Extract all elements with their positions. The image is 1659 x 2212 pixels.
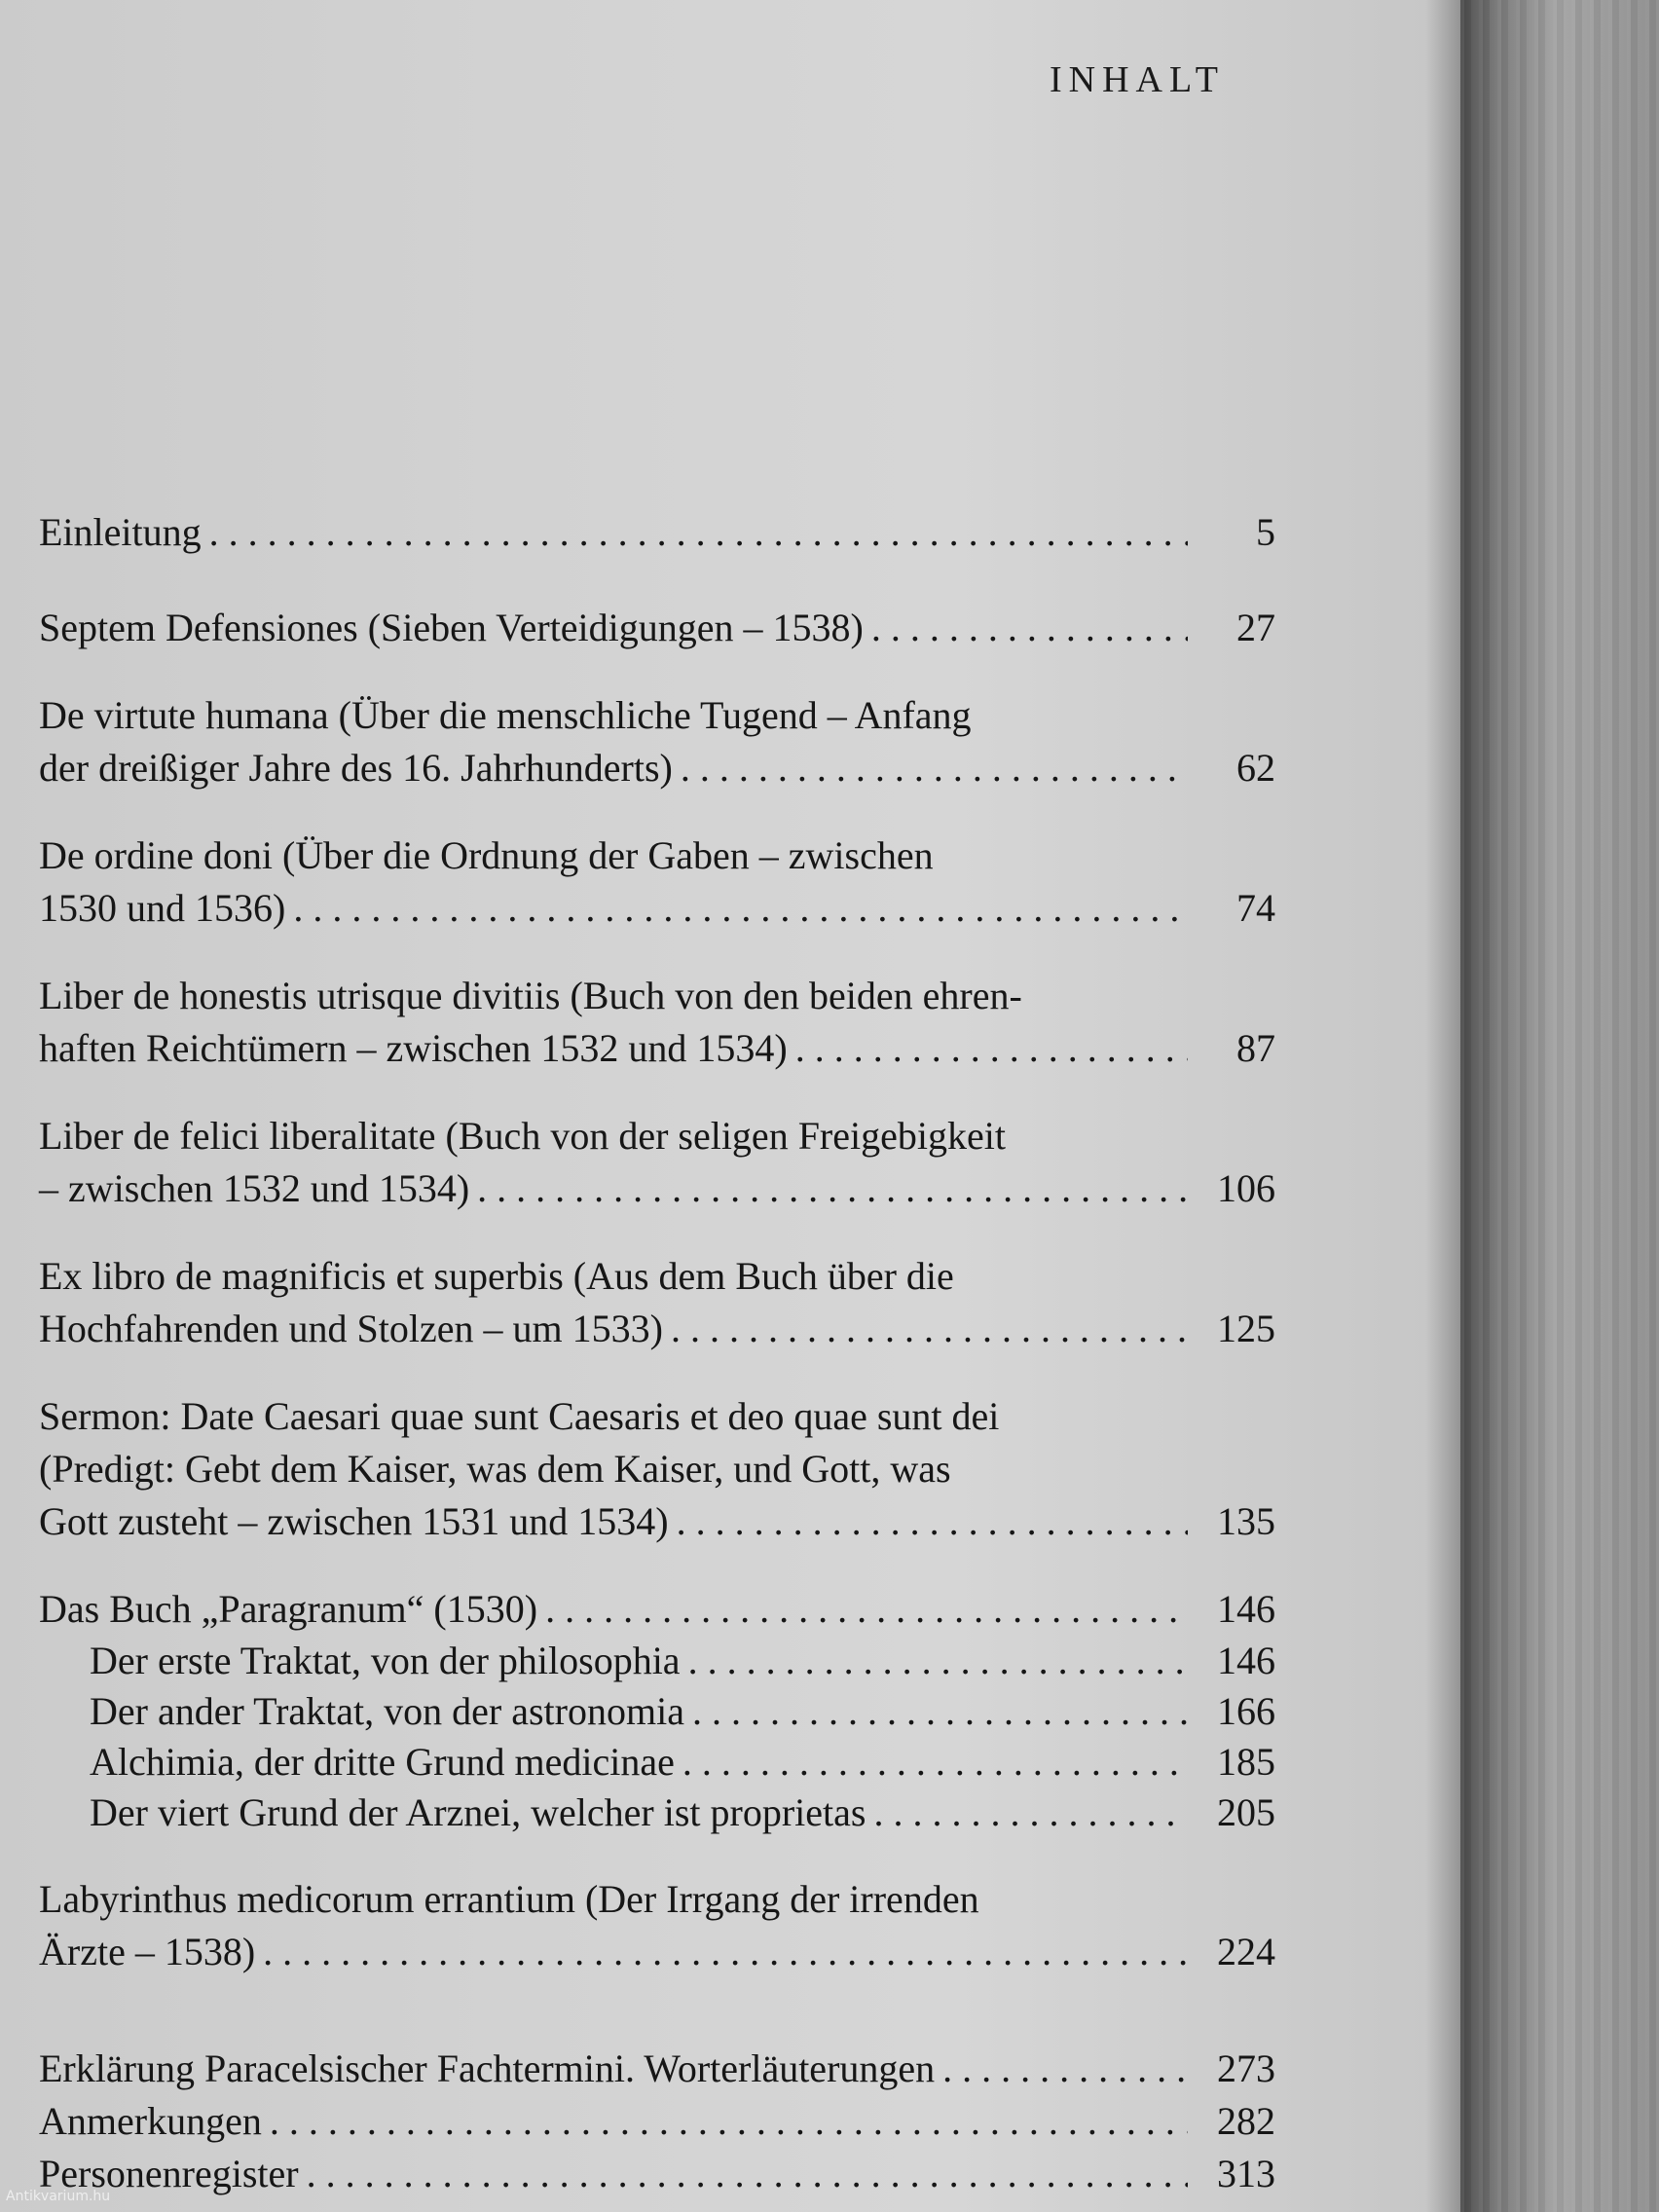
toc-entry-labyrinthus: [39, 1873, 1275, 1978]
dot-leader: [935, 2043, 1188, 2095]
dot-leader: [285, 882, 1188, 935]
toc-line: [39, 742, 1275, 794]
toc-line: [39, 602, 1275, 654]
toc-line: [39, 1022, 1275, 1075]
toc-entry-title: De virtute humana (Über die menschliche Tugend – Anfang: [39, 693, 972, 737]
table-of-contents: [39, 506, 1275, 2200]
toc-page-number: 205: [1217, 1790, 1275, 1834]
toc-entry-title: Das Buch „Paragranum“ (1530): [39, 1587, 538, 1631]
toc-entry-liber-de-honestis: [39, 970, 1275, 1075]
toc-entry-title: Labyrinthus medicorum errantium (Der Irrgang der irrenden: [39, 1877, 979, 1921]
toc-entry-erklaerung: [39, 2043, 1275, 2095]
toc-line: [39, 1443, 1275, 1495]
toc-entry-title-continued: haften Reichtümern – zwischen 1532 und 1534): [39, 1026, 788, 1070]
toc-line: [39, 970, 1275, 1022]
toc-entry-ex-libro: [39, 1250, 1275, 1355]
toc-entry-personenregister: [39, 2148, 1275, 2200]
toc-entry-title: Der viert Grund der Arznei, welcher ist proprietas: [90, 1790, 866, 1834]
toc-line: [90, 1788, 1275, 1838]
dot-leader: [202, 506, 1188, 559]
toc-page-number: 87: [1236, 1026, 1275, 1070]
dot-leader: [866, 1788, 1188, 1838]
toc-subentry-erste-traktat: [39, 1636, 1275, 1686]
toc-line: [39, 1873, 1275, 1926]
toc-page-number: 273: [1217, 2046, 1275, 2090]
toc-line: [39, 2095, 1275, 2148]
toc-page-number: 224: [1217, 1930, 1275, 1973]
toc-page-number: 5: [1256, 510, 1275, 554]
toc-entry-paragranum: [39, 1583, 1275, 1636]
toc-page-number: 166: [1217, 1689, 1275, 1733]
toc-page-number: 282: [1217, 2099, 1275, 2143]
toc-entry-title: De ordine doni (Über die Ordnung der Gaben – zwischen: [39, 833, 934, 877]
toc-entry-title-continued: Gott zusteht – zwischen 1531 und 1534): [39, 1499, 669, 1543]
toc-entry-title: Sermon: Date Caesari quae sunt Caesaris et deo quae sunt dei: [39, 1394, 1000, 1438]
toc-line: [90, 1686, 1275, 1737]
toc-line: [39, 2043, 1275, 2095]
toc-line: [39, 830, 1275, 882]
toc-page-number: 146: [1217, 1639, 1275, 1682]
toc-entry-title-continued: – zwischen 1532 und 1534): [39, 1166, 470, 1210]
toc-entry-title: Liber de felici liberalitate (Buch von der seligen Freigebigkeit: [39, 1114, 1006, 1158]
toc-entry-title-continued: Hochfahrenden und Stolzen – um 1533): [39, 1307, 663, 1350]
dot-leader: [255, 1926, 1188, 1978]
toc-line: [39, 689, 1275, 742]
toc-page-number: 62: [1236, 746, 1275, 790]
toc-entry-title: Alchimia, der dritte Grund medicinae: [90, 1740, 675, 1784]
dot-leader: [684, 1686, 1188, 1737]
toc-entry-title: Anmerkungen: [39, 2099, 262, 2143]
toc-entry-septem-defensiones: [39, 602, 1275, 654]
toc-entry-title-continued: der dreißiger Jahre des 16. Jahrhunderts): [39, 746, 673, 790]
dot-leader: [864, 602, 1188, 654]
toc-line: [90, 1636, 1275, 1686]
toc-entry-title: Septem Defensiones (Sieben Verteidigungen – 1538): [39, 606, 864, 649]
toc-line: [39, 1926, 1275, 1978]
toc-page-number: 106: [1217, 1166, 1275, 1210]
toc-entry-title: Der erste Traktat, von der philosophia: [90, 1639, 681, 1682]
toc-line: [39, 1110, 1275, 1162]
dot-leader: [675, 1737, 1188, 1788]
toc-subentry-alchimia: [39, 1737, 1275, 1788]
toc-line: [39, 882, 1275, 935]
toc-page-number: 146: [1217, 1587, 1275, 1631]
toc-page-number: 135: [1217, 1499, 1275, 1543]
toc-line: [39, 1390, 1275, 1443]
toc-entry-title: Erklärung Paracelsischer Fachtermini. Worterläuterungen: [39, 2046, 936, 2090]
dot-leader: [663, 1303, 1188, 1355]
toc-line: [39, 1495, 1275, 1548]
toc-entry-einleitung: [39, 506, 1275, 559]
dot-leader: [262, 2095, 1188, 2148]
wooden-background: [1460, 0, 1659, 2212]
toc-entry-title-continued: 1530 und 1536): [39, 886, 286, 930]
dot-leader: [788, 1022, 1188, 1075]
toc-entry-title-continued: Ärzte – 1538): [39, 1930, 256, 1973]
toc-entry-de-virtute-humana: [39, 689, 1275, 794]
toc-line: [39, 1250, 1275, 1303]
toc-page-number: 185: [1217, 1740, 1275, 1784]
dot-leader: [299, 2148, 1188, 2200]
toc-entry-title: Einleitung: [39, 510, 202, 554]
toc-subentry-viert-grund: [39, 1788, 1275, 1838]
toc-line: [39, 1583, 1275, 1636]
toc-entry-title-continued: (Predigt: Gebt dem Kaiser, was dem Kaiser, und Gott, was: [39, 1447, 951, 1491]
toc-entry-liber-de-felici: [39, 1110, 1275, 1215]
dot-leader: [537, 1583, 1188, 1636]
toc-line: [39, 1162, 1275, 1215]
toc-entry-title: Ex libro de magnificis et superbis (Aus dem Buch über die: [39, 1254, 954, 1298]
toc-entry-sermon: [39, 1390, 1275, 1548]
toc-line: [90, 1737, 1275, 1788]
toc-entry-title: Der ander Traktat, von der astronomia: [90, 1689, 684, 1733]
toc-subentry-ander-traktat: [39, 1686, 1275, 1737]
toc-entry-de-ordine-doni: [39, 830, 1275, 935]
toc-entry-title: Personenregister: [39, 2152, 299, 2195]
toc-page-number: 125: [1217, 1307, 1275, 1350]
toc-entry-anmerkungen: [39, 2095, 1275, 2148]
dot-leader: [469, 1162, 1188, 1215]
toc-line: [39, 2148, 1275, 2200]
toc-page-number: 313: [1217, 2152, 1275, 2195]
dot-leader: [669, 1495, 1188, 1548]
dot-leader: [673, 742, 1188, 794]
dot-leader: [681, 1636, 1188, 1686]
page-heading: INHALT: [1050, 59, 1225, 100]
toc-page-number: 27: [1236, 606, 1275, 649]
toc-line: [39, 506, 1275, 559]
watermark-text: Antikvarium.hu: [6, 2189, 111, 2204]
toc-line: [39, 1303, 1275, 1355]
toc-page-number: 74: [1236, 886, 1275, 930]
toc-entry-title: Liber de honestis utrisque divitiis (Buch von den beiden ehren-: [39, 974, 1022, 1017]
